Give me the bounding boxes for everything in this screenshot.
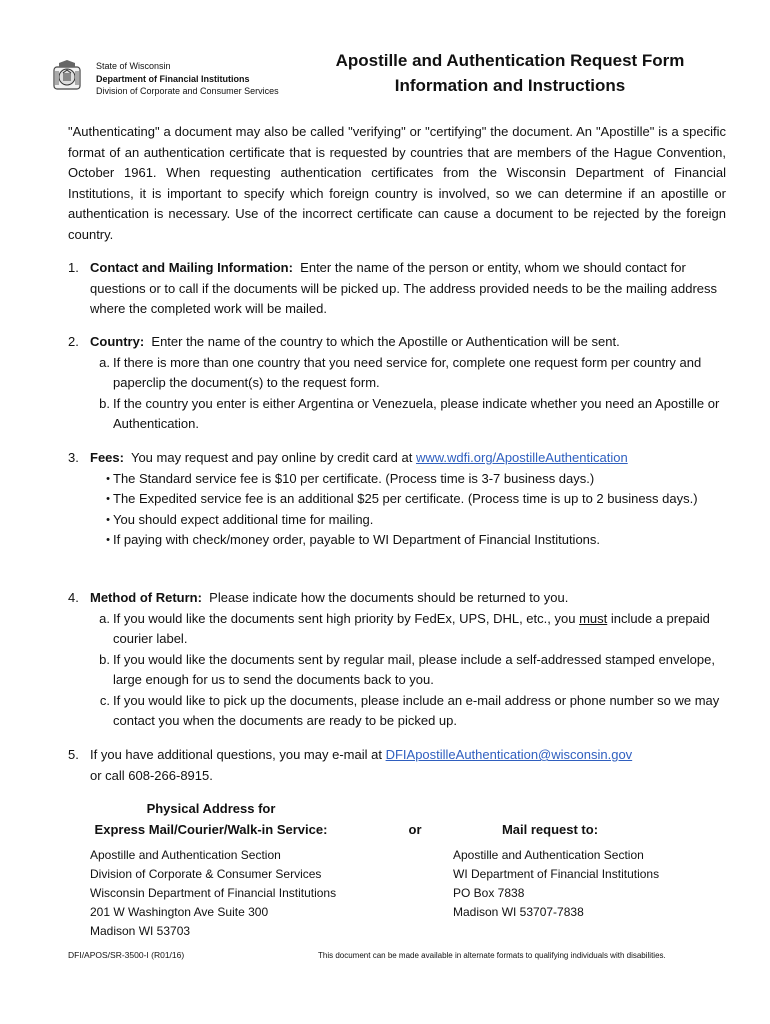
sub-item-text: If there is more than one country that you need service for, complete one request form per country and paperclip the document(s) to the request form. (113, 354, 702, 390)
item-number: 5. (68, 747, 79, 762)
item-text: Enter the name of the person or entity, whom we should contact for questions or to call if the documents will be picked up. The address provided needs to be the mailing address where the completed work will be mailed. (90, 260, 718, 316)
instruction-item-3 (68, 448, 728, 551)
item-label: Country: (90, 334, 145, 349)
underlined-word: must (579, 610, 608, 626)
physical-address-heading (86, 799, 336, 840)
item-text: Enter the name of the country to which the Apostille or Authentication will be sent. (151, 334, 620, 349)
instruction-item-4 (68, 588, 728, 732)
physical-heading-line-1: Physical Address for (146, 801, 276, 816)
sub-item-text: If you would like to pick up the documents, please include an e-mail address or phone number so we may contact you when the documents are ready to be picked up. (113, 692, 720, 728)
item-text: You may request and pay online by credit card at (130, 450, 413, 465)
sub-item-mark: b. (99, 395, 110, 411)
agency-state: State of Wisconsin (96, 61, 171, 71)
sub-item-text: If the country you enter is either Argentina or Venezuela, please indicate whether you need an Apostille or Authentication. (113, 395, 720, 431)
sub-item-text-after: include a prepaid courier label. (113, 610, 710, 646)
payment-link[interactable]: www.wdfi.org/ApostilleAuthentication (415, 450, 628, 465)
sub-item (68, 650, 728, 691)
address-line: Apostille and Authentication Section (453, 848, 644, 862)
bullet-text: You should expect additional time for mailing. (113, 511, 374, 527)
instruction-item-2 (68, 332, 728, 435)
item-label: Fees: (90, 450, 124, 465)
item-text-after: or call 608-266-8915. (90, 767, 213, 783)
address-line: Division of Corporate & Consumer Services (90, 867, 322, 881)
instruction-item-1 (68, 258, 728, 320)
bullet-icon: • (106, 534, 110, 546)
sub-item-mark: c. (99, 692, 110, 708)
bullet-icon: • (106, 513, 110, 526)
mailing-address (453, 846, 659, 922)
bullet-item (68, 530, 728, 551)
page-title (300, 48, 720, 98)
agency-department: Department of Financial Institutions (96, 73, 250, 84)
bullet-item (68, 469, 728, 490)
item-label: Method of Return: (90, 590, 202, 605)
item-number: 2. (68, 334, 79, 349)
accessibility-note: This document can be made available in alternate formats to qualifying individuals with disabilities. (318, 951, 666, 960)
address-line: Apostille and Authentication Section (90, 848, 281, 862)
or-separator: or (408, 822, 422, 837)
mail-address-heading: Mail request to: (501, 822, 599, 837)
bullet-item (68, 489, 728, 510)
item-number: 3. (68, 450, 79, 465)
address-line: Wisconsin Department of Financial Institutions (90, 886, 337, 900)
bullet-icon: • (106, 493, 110, 505)
instruction-item-5 (68, 745, 728, 786)
item-text: Please indicate how the documents should be returned to you. (209, 590, 569, 605)
agency-block (96, 60, 279, 98)
wisconsin-seal-icon (52, 59, 82, 91)
sub-item (68, 394, 728, 435)
address-line: Madison WI 53707-7838 (453, 905, 584, 919)
title-line-1: Apostille and Authentication Request Form (335, 51, 685, 70)
sub-item-mark: a. (99, 354, 110, 370)
physical-heading-line-2: Express Mail/Courier/Walk-in Service: (94, 821, 328, 837)
bullet-text: The Standard service fee is $10 per certificate. (Process time is 3-7 business days.) (113, 470, 595, 486)
address-line: 201 W Washington Ave Suite 300 (90, 905, 269, 919)
sub-item (68, 691, 728, 732)
bullet-item (68, 510, 728, 531)
sub-item-text: If you would like the documents sent high priority by FedEx, UPS, DHL, etc., you (113, 610, 576, 626)
physical-address (90, 846, 336, 941)
sub-item (68, 353, 728, 394)
sub-item (68, 609, 728, 650)
bullet-icon: • (106, 472, 110, 485)
address-line: PO Box 7838 (453, 886, 525, 900)
item-label: Contact and Mailing Information: (90, 260, 293, 275)
sub-item-mark: b. (99, 651, 110, 667)
form-number: DFI/APOS/SR-3500-I (R01/16) (68, 950, 185, 960)
sub-item-mark: a. (99, 610, 110, 626)
bullet-text: The Expedited service fee is an additional $25 per certificate. (Process time is up to 2 business days.) (113, 491, 698, 506)
item-number: 4. (68, 590, 79, 605)
title-line-2: Information and Instructions (394, 76, 626, 95)
address-line: Madison WI 53703 (90, 924, 191, 938)
intro-paragraph: "Authenticating" a document may also be called "verifying" or "certifying" the document. An "Apostille" is a specific format of an authentication certificate that is requested by countries that are members of the Hague Convention, October 1961. When requesting authentication certificates from the Wisconsin Department of Financial Institutions, it is important to specify which foreign country is involved, so we can determine if an apostille or authentication is necessary. Use of the incorrect certificate can cause a document to be rejected by the foreign country. (68, 124, 726, 242)
contact-email-link[interactable]: DFIApostilleAuthentication@wisconsin.gov (385, 747, 633, 762)
item-text: If you have additional questions, you may e-mail at (90, 747, 382, 762)
sub-item-text: If you would like the documents sent by regular mail, please include a self-addressed stamped envelope, large enough for us to send the documents back to you. (113, 651, 715, 687)
address-line: WI Department of Financial Institutions (453, 867, 660, 881)
agency-division: Division of Corporate and Consumer Services (96, 86, 279, 96)
item-number: 1. (68, 260, 79, 275)
bullet-text: If paying with check/money order, payable to WI Department of Financial Institutions. (113, 532, 601, 547)
